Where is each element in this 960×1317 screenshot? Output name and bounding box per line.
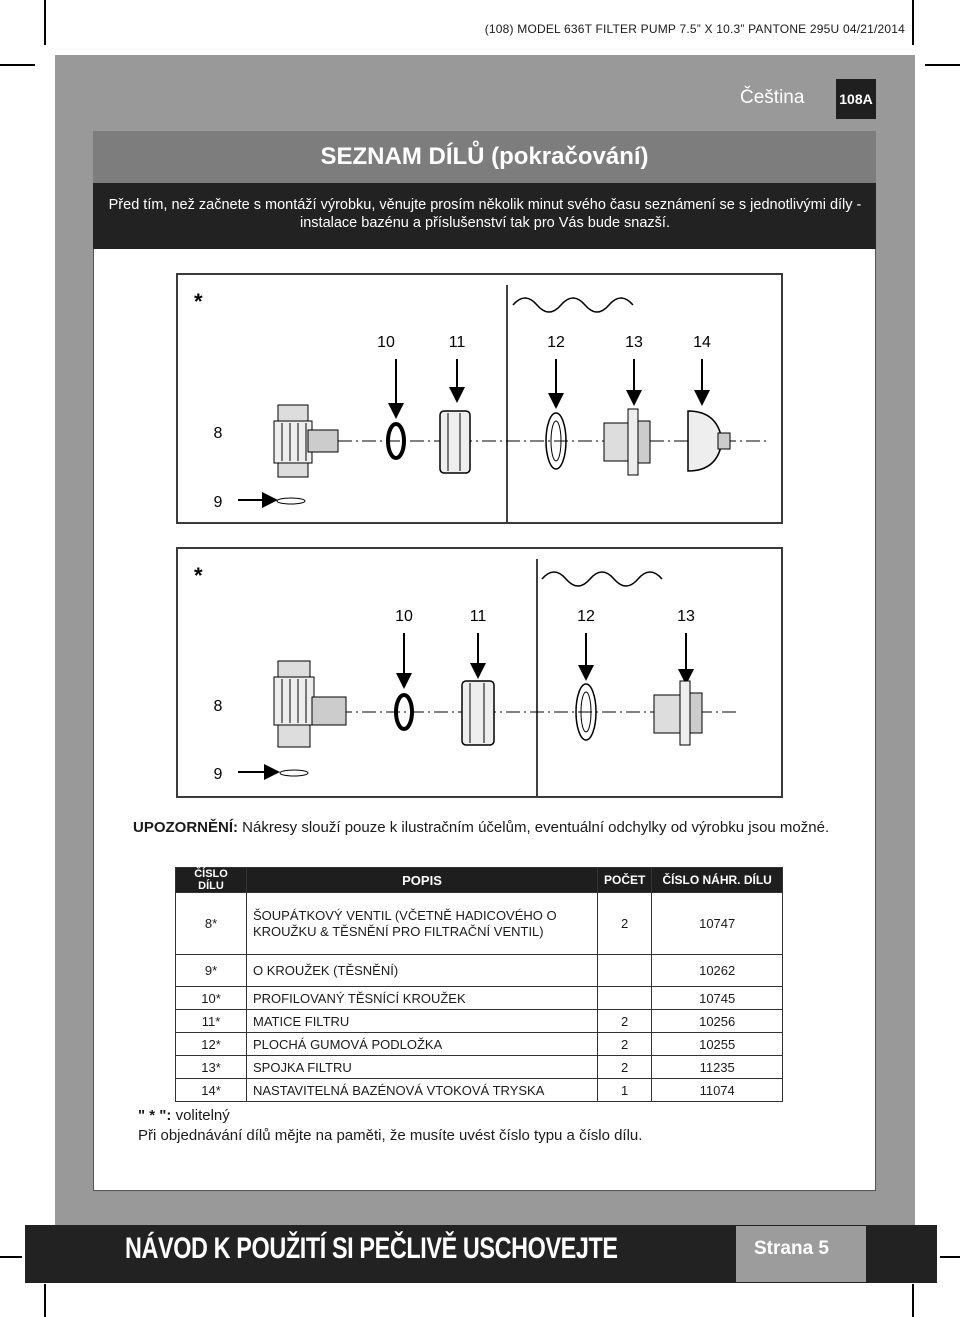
- optional-note: [138, 1106, 642, 1126]
- connector-part: [654, 681, 702, 745]
- o-ring-part: [280, 770, 308, 776]
- callout-label: 11: [448, 334, 466, 351]
- connector-part: [604, 409, 650, 475]
- header-description: POPIS: [247, 868, 598, 893]
- crop-mark: [0, 64, 35, 66]
- part-code: 10747: [652, 893, 783, 955]
- part-number: 13*: [176, 1056, 247, 1079]
- side-label: 9: [213, 766, 223, 783]
- part-description: PLOCHÁ GUMOVÁ PODLOŽKA: [247, 1033, 598, 1056]
- part-quantity: 2: [598, 893, 652, 955]
- part-number: 9*: [176, 955, 247, 987]
- part-number: 14*: [176, 1079, 247, 1102]
- callout-label: 13: [625, 334, 643, 351]
- water-wave: [542, 572, 662, 586]
- nut-part: [440, 411, 470, 473]
- parts-table: [175, 867, 783, 1102]
- part-number: 11*: [176, 1010, 247, 1033]
- part-description: PROFILOVANÝ TĚSNÍCÍ KROUŽEK: [247, 987, 598, 1010]
- page-badge: 108A: [836, 79, 876, 119]
- header-quantity: POČET: [598, 868, 652, 893]
- callout-label: 13: [677, 608, 695, 625]
- part-number: 10*: [176, 987, 247, 1010]
- part-code: 10256: [652, 1010, 783, 1033]
- nut-part: [462, 681, 494, 745]
- table-row: [176, 1010, 783, 1033]
- part-number: 8*: [176, 893, 247, 955]
- table-row: [176, 987, 783, 1010]
- footer-title: NÁVOD K POUŽITÍ SI PEČLIVĚ USCHOVEJTE: [125, 1232, 618, 1265]
- crop-mark: [44, 0, 46, 45]
- part-code: 10255: [652, 1033, 783, 1056]
- water-wave: [513, 298, 633, 312]
- side-label: 8: [213, 698, 223, 715]
- part-description: SPOJKA FILTRU: [247, 1056, 598, 1079]
- star-mark: *: [194, 563, 203, 588]
- crop-mark: [912, 1284, 914, 1317]
- side-label: 9: [213, 494, 223, 511]
- part-code: 11074: [652, 1079, 783, 1102]
- warning-text: Nákresy slouží pouze k ilustračním účelům, eventuální odchylky od výrobku jsou možné.: [238, 819, 830, 836]
- part-description: MATICE FILTRU: [247, 1010, 598, 1033]
- warning-label: UPOZORNĚNÍ:: [133, 819, 238, 836]
- crop-mark: [925, 64, 960, 66]
- print-info: (108) MODEL 636T FILTER PUMP 7.5” X 10.3” PANTONE 295U 04/21/2014: [484, 22, 905, 36]
- part-code: 10262: [652, 955, 783, 987]
- callout-label: 12: [547, 334, 565, 351]
- part-number: 12*: [176, 1033, 247, 1056]
- table-row: [176, 893, 783, 955]
- optional-label: " * ":: [138, 1107, 172, 1124]
- intro-text: Před tím, než začnete s montáží výrobku, věnujte prosím několik minut svého času seznámení se s jednotlivými díly - instalace bazénu a příslušenství tak pro Vás bude snazší.: [108, 197, 862, 231]
- part-quantity: [598, 955, 652, 987]
- diagram-1-drawing: [178, 275, 781, 522]
- optional-text: volitelný: [171, 1107, 230, 1124]
- part-quantity: 2: [598, 1033, 652, 1056]
- diagram-2-drawing: [178, 549, 781, 796]
- warning-note: [133, 818, 833, 838]
- part-code: 10745: [652, 987, 783, 1010]
- page-title: SEZNAM DÍLŮ (pokračování): [320, 143, 649, 170]
- table-row: [176, 1033, 783, 1056]
- language-label: Čeština: [740, 87, 805, 108]
- crop-mark: [44, 1284, 46, 1317]
- callout-label: 11: [469, 608, 487, 625]
- callout-label: 10: [395, 608, 413, 625]
- table-row: [176, 1056, 783, 1079]
- diagram-2: [176, 547, 783, 798]
- table-header-row: [176, 868, 783, 893]
- crop-mark: [940, 1256, 960, 1258]
- part-quantity: 2: [598, 1056, 652, 1079]
- callout-label: 12: [577, 608, 595, 625]
- valve-part: [274, 405, 338, 477]
- part-description: ŠOUPÁTKOVÝ VENTIL (VČETNĚ HADICOVÉHO O KROUŽKU & TĚSNĚNÍ PRO FILTRAČNÍ VENTIL): [247, 893, 598, 955]
- callout-label: 10: [377, 334, 395, 351]
- table-row: [176, 1079, 783, 1102]
- diagram-1: [176, 273, 783, 524]
- header-part-number: ČÍSLO DÍLU: [176, 868, 247, 893]
- table-row: [176, 955, 783, 987]
- part-description: O KROUŽEK (TĚSNĚNÍ): [247, 955, 598, 987]
- crop-mark: [0, 1256, 22, 1258]
- header-spare-code: ČÍSLO NÁHR. DÍLU: [652, 868, 783, 893]
- crop-mark: [912, 0, 914, 45]
- part-code: 11235: [652, 1056, 783, 1079]
- part-quantity: 2: [598, 1010, 652, 1033]
- star-mark: *: [194, 289, 203, 314]
- order-note: Při objednávání dílů mějte na paměti, že musíte uvést číslo typu a číslo dílu.: [138, 1127, 643, 1144]
- page-number: Strana 5: [754, 1238, 829, 1259]
- callout-label: 14: [693, 334, 711, 351]
- part-description: NASTAVITELNÁ BAZÉNOVÁ VTOKOVÁ TRYSKA: [247, 1079, 598, 1102]
- part-quantity: 1: [598, 1079, 652, 1102]
- jet-part: [688, 411, 730, 471]
- part-quantity: [598, 987, 652, 1010]
- o-ring-part: [277, 498, 305, 504]
- valve-part: [274, 661, 346, 747]
- side-label: 8: [213, 425, 223, 442]
- footnote: [138, 1106, 642, 1146]
